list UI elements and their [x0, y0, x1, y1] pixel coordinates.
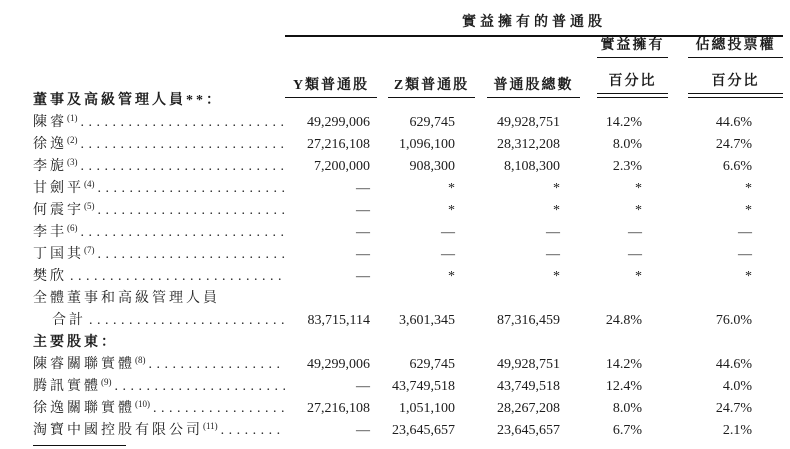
cell-y-shares: 83,715,114 — [307, 313, 370, 328]
cell-y-shares: — — [356, 379, 370, 394]
dot-leader — [98, 178, 286, 200]
cell-y-shares: 49,299,006 — [307, 115, 370, 130]
cell-y-shares: — — [356, 181, 370, 196]
table-row-chen-rui-entities: 陳睿關聯實體 $^{(8)}$ ..... 49,299,006 629,745 49,928,751 14.2% 44.6% — [0, 354, 790, 376]
cell-z-shares: — — [441, 247, 455, 262]
cell-pct-owned: 12.4% — [605, 379, 642, 394]
table-row-directors-total — [0, 310, 790, 332]
cell-z-shares: 23,645,657 — [392, 423, 455, 438]
cell-pct-voting: * — [745, 203, 752, 218]
cell-pct-voting: 4.0% — [722, 379, 752, 394]
cell-total-shares: — — [546, 247, 560, 262]
table-row-taobao-china-holding: 淘寶中國控股有限公司 $^{(11)}$ ..... — 23,645,657 23,645,657 6.7% 2.1% — [0, 420, 790, 442]
dot-leader — [221, 420, 285, 442]
cell-pct-voting: 2.1% — [722, 423, 752, 438]
name-column-spacer — [0, 38, 285, 98]
row-name: 何震宇 — [33, 203, 84, 218]
dot-leader — [81, 134, 286, 156]
table-row-fan-xin — [0, 266, 790, 288]
cell-pct-voting: 44.6% — [715, 357, 752, 372]
cell-pct-voting: — — [738, 225, 752, 240]
column-header-pct-voting: 佔總投票權 百分比 — [668, 38, 783, 98]
cell-pct-owned: — — [628, 225, 642, 240]
row-name: 全體董事和高級管理人員 — [33, 291, 220, 306]
table-row-li-ni: 李旎 $^{(3)}$ ..... 7,200,000 908,300 8,108,300 2.3% 6.6% — [0, 156, 790, 178]
cell-y-shares: 27,216,108 — [307, 137, 370, 152]
dot-leader — [153, 398, 285, 420]
cell-pct-voting: 24.7% — [715, 137, 752, 152]
cell-total-shares: 87,316,459 — [497, 313, 560, 328]
row-name: 丁国其 — [33, 247, 84, 262]
row-name: 合計 — [52, 313, 86, 328]
cell-z-shares: 629,745 — [409, 357, 455, 372]
table-row-xu-yi: 徐逸 $^{(2)}$ ..... 27,216,108 1,096,100 28,312,208 8.0% 24.7% — [0, 134, 790, 156]
cell-z-shares: * — [448, 203, 455, 218]
cell-total-shares: * — [553, 203, 560, 218]
cell-total-shares: 23,645,657 — [497, 423, 560, 438]
cell-y-shares: — — [356, 423, 370, 438]
row-name: 甘劍平 — [33, 181, 84, 196]
row-name: 陳睿關聯實體 — [33, 357, 135, 372]
cell-pct-owned: 6.7% — [612, 423, 642, 438]
table-row-gan-jianping: 甘劍平 $^{(4)}$ ..... — * * * * — [0, 178, 790, 200]
cell-z-shares: 1,051,100 — [399, 401, 455, 416]
cell-z-shares: 908,300 — [409, 159, 455, 174]
cell-pct-owned: — — [628, 247, 642, 262]
table-row-tencent-entities: 腾訊實體 $^{(9)}$ ..... — 43,749,518 43,749,518 12.4% 4.0% — [0, 376, 790, 398]
table-row-chen-rui: 陳睿 $^{(1)}$ ..... 49,299,006 629,745 49,928,751 14.2% 44.6% — [0, 112, 790, 134]
cell-pct-owned: 14.2% — [605, 115, 642, 130]
cell-pct-voting: 6.6% — [722, 159, 752, 174]
column-header-class-y: Y類普通股 — [285, 38, 377, 98]
dot-leader — [70, 266, 285, 288]
table-body — [0, 90, 790, 442]
cell-y-shares: — — [356, 225, 370, 240]
cell-y-shares: — — [356, 247, 370, 262]
column-group-header: 實益擁有的普通股 — [285, 13, 783, 37]
cell-z-shares: — — [441, 225, 455, 240]
cell-pct-voting: 24.7% — [715, 401, 752, 416]
cell-total-shares: * — [553, 269, 560, 284]
cell-z-shares: 1,096,100 — [399, 137, 455, 152]
cell-pct-owned: 24.8% — [605, 313, 642, 328]
cell-z-shares: 43,749,518 — [392, 379, 455, 394]
cell-pct-owned: * — [635, 181, 642, 196]
section-label: 董事及高級管理人員**： — [33, 93, 223, 108]
cell-total-shares: 49,928,751 — [497, 115, 560, 130]
cell-z-shares: 3,601,345 — [399, 313, 455, 328]
table-row-xu-yi-entities: 徐逸關聯實體 $^{(10)}$ ..... 27,216,108 1,051,100 28,267,208 8.0% 24.7% — [0, 398, 790, 420]
section-label: 主要股東： — [33, 335, 118, 350]
cell-pct-owned: 14.2% — [605, 357, 642, 372]
dot-leader — [149, 354, 286, 376]
cell-total-shares: 28,312,208 — [497, 137, 560, 152]
cell-pct-owned: * — [635, 203, 642, 218]
cell-pct-owned: * — [635, 269, 642, 284]
table-row-ding-guoqi: 丁国其 $^{(7)}$ ..... — — — — — — [0, 244, 790, 266]
cell-y-shares: 7,200,000 — [314, 159, 370, 174]
table-row-he-zhenyu: 何震宇 $^{(5)}$ ..... — * * * * — [0, 200, 790, 222]
row-name: 樊欣 — [33, 269, 67, 284]
cell-pct-voting: — — [738, 247, 752, 262]
cell-total-shares: 43,749,518 — [497, 379, 560, 394]
column-header-class-z: Z類普通股 — [377, 38, 475, 98]
row-name: 李旎 — [33, 159, 67, 174]
cell-total-shares: 49,928,751 — [497, 357, 560, 372]
dot-leader — [98, 200, 286, 222]
column-header-total-shares: 普通股總數 — [475, 38, 580, 98]
cell-y-shares: 49,299,006 — [307, 357, 370, 372]
dot-leader — [81, 222, 286, 244]
cell-z-shares: 629,745 — [409, 115, 455, 130]
cell-pct-voting: * — [745, 269, 752, 284]
row-name: 李丰 — [33, 225, 67, 240]
row-name: 腾訊實體 — [33, 379, 101, 394]
cell-pct-voting: 44.6% — [715, 115, 752, 130]
cell-y-shares: 27,216,108 — [307, 401, 370, 416]
row-name: 徐逸關聯實體 — [33, 401, 135, 416]
cell-y-shares: — — [356, 269, 370, 284]
dot-leader — [98, 244, 286, 266]
dot-leader — [115, 376, 286, 398]
cell-pct-owned: 8.0% — [612, 137, 642, 152]
dot-leader — [81, 156, 286, 178]
cell-pct-owned: 2.3% — [612, 159, 642, 174]
cell-y-shares: — — [356, 203, 370, 218]
cell-total-shares: 28,267,208 — [497, 401, 560, 416]
column-header-row — [0, 38, 790, 93]
cell-z-shares: * — [448, 181, 455, 196]
section-header-directors — [0, 90, 790, 112]
footnote-separator-rule — [33, 445, 126, 446]
dot-leader — [89, 310, 285, 332]
table-row-all-directors-label — [0, 288, 790, 310]
row-name: 徐逸 — [33, 137, 67, 152]
row-name: 淘寶中國控股有限公司 — [33, 423, 203, 438]
cell-total-shares: 8,108,300 — [504, 159, 560, 174]
section-header-principal-shareholders — [0, 332, 790, 354]
row-name: 陳睿 — [33, 115, 67, 130]
table-row-li-feng: 李丰 $^{(6)}$ ..... — — — — — — [0, 222, 790, 244]
cell-pct-voting: * — [745, 181, 752, 196]
cell-total-shares: — — [546, 225, 560, 240]
cell-total-shares: * — [553, 181, 560, 196]
column-header-pct-owned: 實益擁有 百分比 — [580, 38, 668, 98]
dot-leader — [81, 112, 286, 134]
cell-pct-owned: 8.0% — [612, 401, 642, 416]
cell-pct-voting: 76.0% — [715, 313, 752, 328]
cell-z-shares: * — [448, 269, 455, 284]
